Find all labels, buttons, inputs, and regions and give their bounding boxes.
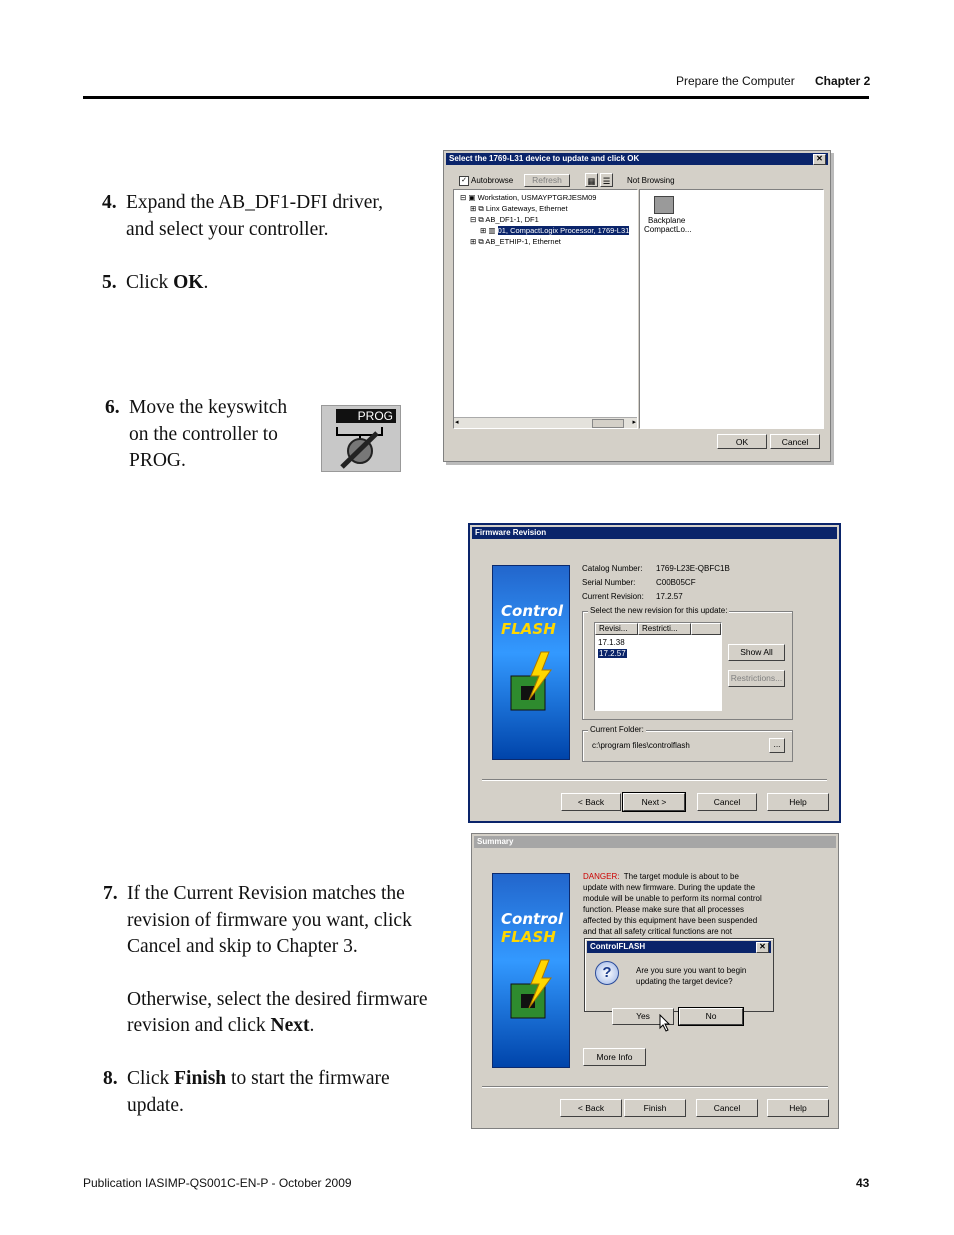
confirm-dialog <box>584 938 774 1021</box>
tree-item-ab-df1[interactable]: ⊟ ⧉ AB_DF1-1, DF1 <box>470 215 539 224</box>
step-number: 6. <box>105 397 120 418</box>
step-text: Move the keyswitch on the controller to PROG. <box>129 397 288 471</box>
keyswitch-image <box>321 405 401 472</box>
step-number: 4. <box>102 192 117 213</box>
restrictions-button[interactable]: Restrictions... <box>728 670 785 687</box>
folder-path: c:\program files\controlflash <box>592 741 690 750</box>
column-header-empty <box>691 623 721 635</box>
dialog-titlebar: Firmware Revision <box>472 527 837 539</box>
device-label-sub: CompactLo... <box>644 225 692 234</box>
help-button[interactable]: Help <box>767 1099 829 1117</box>
cancel-button[interactable]: Cancel <box>696 1099 758 1117</box>
autobrowse-label: Autobrowse <box>471 176 514 185</box>
network-icon: ⧉ <box>478 237 484 246</box>
step-number: 5. <box>102 272 117 293</box>
revision-group: Select the new revision for this update: Revisi... Restricti... 17.1.38 17.2.57 Show All Restrictions... <box>582 611 793 720</box>
confirm-message-line1: Are you sure you want to begin <box>636 966 747 975</box>
step-number: 7. <box>103 883 118 904</box>
current-folder-group: Current Folder: c:\program files\controlflash ... <box>582 730 793 762</box>
grid-icon: ▦ <box>587 176 596 186</box>
back-button[interactable]: < Back <box>561 793 621 811</box>
controlflash-logo: Control FLASH <box>492 565 570 760</box>
page-number: 43 <box>856 1176 870 1190</box>
close-icon[interactable]: ✕ <box>813 154 826 165</box>
header-rule <box>83 96 869 99</box>
chip-lightning-icon <box>493 956 569 1056</box>
step-text: If the Current Revision matches the revision of firmware you want, click Cancel and skip to Chapter 3. Otherwise, select the desired firmware revision and click Next. <box>127 883 428 1036</box>
catalog-value: 1769-L23E-QBFC1B <box>656 564 730 573</box>
controlflash-logo: Control FLASH <box>492 873 570 1068</box>
list-view-icon[interactable] <box>600 173 613 187</box>
ok-button[interactable]: OK <box>717 434 767 449</box>
dialog-titlebar: Summary <box>474 836 836 848</box>
tree-scrollbar[interactable] <box>454 417 637 428</box>
scroll-left-icon[interactable]: ◂ <box>455 419 459 426</box>
serial-value: C00B05CF <box>656 578 696 587</box>
back-button[interactable]: < Back <box>560 1099 622 1117</box>
key-icon <box>322 421 400 471</box>
device-panel[interactable] <box>639 189 824 429</box>
list-icon: ☰ <box>602 176 611 186</box>
refresh-button[interactable]: Refresh <box>524 174 570 187</box>
computer-icon: ▣ <box>468 193 476 202</box>
cancel-button[interactable]: Cancel <box>697 793 757 811</box>
help-button[interactable]: Help <box>767 793 829 811</box>
browse-status: Not Browsing <box>627 176 675 185</box>
question-icon: ? <box>595 961 619 985</box>
tree-item-linx-gateways[interactable]: ⊞ ⧉ Linx Gateways, Ethernet <box>470 204 568 213</box>
running-header-chapter: Chapter 2 <box>815 74 871 88</box>
footer-publication: Publication IASIMP-QS001C-EN-P - October 2009 <box>83 1176 352 1190</box>
cancel-button[interactable]: Cancel <box>770 434 820 449</box>
current-revision-value: 17.2.57 <box>656 592 683 601</box>
tree-item-workstation[interactable]: ⊟ ▣ Workstation, USMAYPTGRJESM09 <box>460 193 597 202</box>
chip-lightning-icon <box>493 648 569 748</box>
select-device-dialog <box>443 150 831 462</box>
network-icon: ⧉ <box>478 204 484 213</box>
yes-button[interactable]: Yes <box>612 1008 674 1025</box>
separator <box>482 779 827 781</box>
no-button[interactable]: No <box>679 1008 743 1025</box>
firmware-revision-dialog <box>468 523 841 823</box>
scroll-right-icon[interactable]: ▸ <box>632 419 636 426</box>
step-text: Click Finish to start the firmware update. <box>127 1068 390 1116</box>
autobrowse-checkbox[interactable]: ✓ <box>459 176 469 186</box>
view-icon[interactable] <box>585 173 598 187</box>
backplane-icon[interactable] <box>654 196 674 214</box>
revision-list[interactable] <box>594 622 722 711</box>
step-number: 8. <box>103 1068 118 1089</box>
scroll-thumb[interactable] <box>592 419 624 428</box>
mouse-cursor-icon <box>659 1014 673 1032</box>
show-all-button[interactable]: Show All <box>728 644 785 661</box>
confirm-titlebar: ControlFLASH ✕ <box>587 941 771 953</box>
summary-dialog <box>471 833 839 1129</box>
browse-button[interactable]: ... <box>769 738 785 753</box>
tree-item-ab-ethip[interactable]: ⊞ ⧉ AB_ETHIP-1, Ethernet <box>470 237 561 246</box>
serial-label: Serial Number: <box>582 578 636 587</box>
tree-item-controller[interactable]: ⊞ ▥ 01, CompactLogix Processor, 1769-L31 <box>480 226 630 235</box>
next-button[interactable]: Next > <box>623 793 685 811</box>
list-item[interactable]: 17.1.38 <box>598 638 625 647</box>
current-revision-label: Current Revision: <box>582 592 644 601</box>
column-header-restriction[interactable]: Restricti... <box>638 623 691 635</box>
device-label: Backplane <box>648 216 686 225</box>
catalog-label: Catalog Number: <box>582 564 643 573</box>
danger-message: DANGER: The target module is about to be update with new firmware. During the update the module will be unable to perform its normal control function. Please make sure that all processes affected by this equipment have been suspended and that all safety critical functions are not <box>583 872 762 936</box>
separator <box>482 1086 828 1088</box>
step-text: Expand the AB_DF1-DFI driver, and select your controller. <box>126 192 384 240</box>
network-tree[interactable] <box>453 189 638 429</box>
column-header-revision[interactable]: Revisi... <box>595 623 638 635</box>
list-item-selected[interactable]: 17.2.57 <box>599 649 626 658</box>
more-info-button[interactable]: More Info <box>583 1048 646 1066</box>
confirm-message-line2: updating the target device? <box>636 977 733 986</box>
controller-icon: ▥ <box>488 226 496 235</box>
keyswitch-label: PROG <box>336 409 396 423</box>
dialog-titlebar: Select the 1769-L31 device to update and click OK ✕ <box>446 153 828 165</box>
step-text: Click OK. <box>126 272 209 293</box>
running-header-section: Prepare the Computer <box>676 74 795 88</box>
driver-icon: ⧉ <box>478 215 484 224</box>
close-icon[interactable]: ✕ <box>756 942 769 953</box>
finish-button[interactable]: Finish <box>624 1099 686 1117</box>
